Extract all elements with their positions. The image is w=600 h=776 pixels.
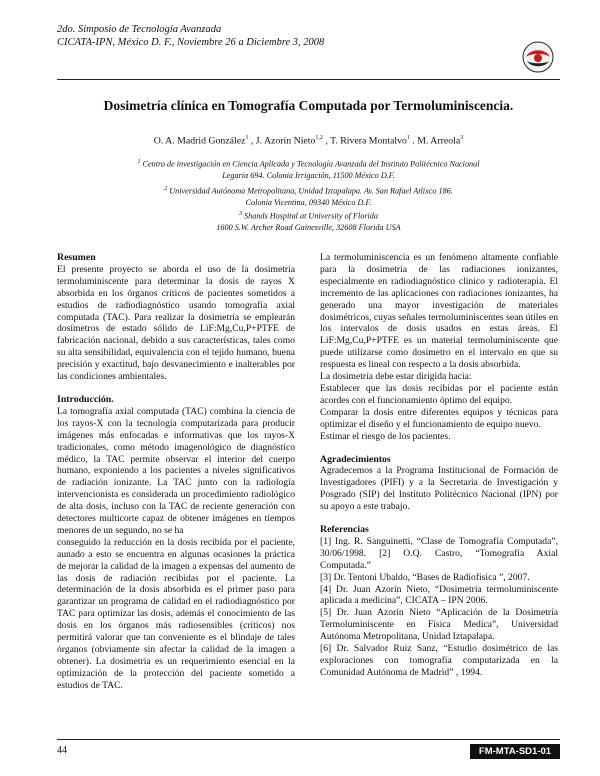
document-code-badge: FM-MTA-SD1-01 bbox=[470, 744, 560, 759]
affiliation-1-line-2: Legaria 694. Colonia Irrigación, 11500 México D.F. bbox=[222, 170, 395, 180]
author-4: . M. Arreola bbox=[412, 135, 461, 147]
intro-paragraph-1: La tomografía axial computada (TAC) combina la ciencia de los rayos-X con la tecnología computarizada para producir imágenes más enfocadas e informativas que los rayos-X tradicionales, como método imagenológico de diagnóstico médico, la TAC permite observar el interior del cuerpo humano, exponiendo a los pacientes a niveles significativos de radiación ionizante. La TAC junto con la radiología intervencionista es considerada un procedimiento radiológico de alta dosis, incluso con la TAC de reciente generación con detectores multicorte capaz de obtener imágenes en tiempos menores de un segundo, no se ha bbox=[57, 405, 295, 536]
reference-item: [6] Dr. Salvador Ruiz Sanz, “Estudio dosimétrico de las exploraciones con tomografía computarizada en la Comunidad Autónoma de Madrid” , 1994. bbox=[320, 643, 558, 678]
aim-line-1: La dosimetría debe estar dirigida hacia: bbox=[320, 371, 472, 383]
resumen-paragraph: El presente proyecto se aborda el uso de la dosimetría termoluminiscente para determinar la dosis de rayos X absorbida en los órganos críticos de pacientes sometidos a estudios de radiodiagnóstico usando tomografía axial computada (TAC). Para realizar la dosimetría se emplearán dosímetros de estado sólido de LiF:Mg,Cu,P+PTFE de fabricación nacional, debido a sus características, tales como su alta sensibilidad, equivalencia con el tejido humano, buena precisión y exactitud, bajo desvanecimiento e inalterables por las condiciones ambientales. bbox=[57, 263, 295, 383]
header-line-2: CICATA-IPN, México D. F., Noviembre 26 a Diciembre 3, 2008 bbox=[57, 37, 325, 48]
affiliation-2-line-2: Colonia Vicentina, 09340 México D.F. bbox=[245, 197, 372, 207]
page-number: 44 bbox=[57, 745, 67, 756]
affiliation-1-sup: 1 bbox=[137, 159, 141, 165]
author-list bbox=[57, 135, 560, 146]
ack-paragraph: Agradecemos a la Programa Institucional de Formación de Investigadores (PIFI) y a la Secretaria de Investigación y Posgrado (SIP) del Instituto Politécnico Nacional (IPN) por su apoyo a este trabajo. bbox=[320, 465, 558, 513]
author-3: , T. Rivera Montalvo bbox=[325, 135, 407, 147]
ipn-cicata-logo bbox=[521, 40, 555, 74]
affiliation-2-line-1: Universidad Autónoma Metropolitana, Unidad Iztapalapa. Av. San Rafael Atlixco 186. bbox=[169, 186, 453, 196]
aim-line-2: Establecer que las dosis recibidas por el paciente están acordes con el funcionamiento óptimo del equipo. bbox=[320, 382, 558, 406]
paper-title: Dosimetría clínica en Tomografía Computada por Termoluminiscencia. bbox=[103, 98, 514, 113]
affiliation-3-sup: 3 bbox=[238, 211, 242, 217]
author-2: , J. Azorín Nieto bbox=[250, 135, 316, 147]
header-rule bbox=[57, 79, 560, 80]
tl-paragraph: La termoluminiscencia es un fenómeno altamente confiable para la dosimetría de las radiaciones ionizantes, especialmente en radiodiagnóstico clínico y radioterapia. El incremento de las aplicaciones con radiaciones ionizantes, ha generado una mayor investigación de materiales dosimétricos, cuyas señales termoluminiscentes sean útiles en los intervalos de dosis usados en estas áreas. El LiF:Mg,Cu,P+PTFE es un material termoluminiscente que puede utilizarse como dosímetro en el intervalo en que su respuesta es lineal con respecto a la dosis absorbida. bbox=[320, 252, 558, 371]
heading-agradecimientos: Agradecimientos bbox=[320, 453, 391, 465]
author-4-sup: 3 bbox=[460, 135, 464, 141]
aim-line-4: Estimar el riesgo de los pacientes. bbox=[320, 430, 451, 442]
affiliation-2 bbox=[57, 184, 560, 208]
affiliation-3 bbox=[57, 209, 560, 233]
heading-resumen: Resumen bbox=[57, 252, 96, 263]
reference-item: [5] Dr. Juan Azorín Nieto “Aplicación de la Dosimetría Termoluminiscente en Física Medica”, Universidad Autónoma Metropolitana, Unidad Iztapalapa. bbox=[320, 607, 558, 643]
left-column bbox=[57, 252, 295, 692]
author-2-sup: 1,2 bbox=[315, 135, 323, 141]
right-column bbox=[320, 252, 558, 679]
author-3-sup: 1 bbox=[406, 135, 410, 141]
affiliation-3-line-1: Shands Hospital at University of Florida bbox=[244, 211, 378, 221]
intro-paragraph-2: conseguido la reducción en la dosis recibida por el paciente, aunado a esto se encuentra en algunas ocasiones la práctica de mejorar la calidad de la imagen a expensas del aumento de las dosis de radiación recibidas por el paciente. La determinación de la dosis absorbida es el primer paso para garantizar un programa de calidad en el radiodiagnóstico por TAC para optimizar las dosis, además el conocimiento de las dosis en los órganos más radiosensibles (críticos) nos permitirá valorar que tan conveniente es el blindaje de tales órganos (obviamente sin afectar la calidad de la imagen a obtener). La dosimetría es un requerimiento esencial en la optimización de la protección del paciente sometido a estudios de TAC. bbox=[57, 536, 295, 691]
affiliation-1-line-1: Centro de investigación en Ciencia Aplicada y Tecnología Avanzada del Instituto Politécnico Nacional bbox=[142, 159, 480, 169]
heading-introduccion: Introducción. bbox=[57, 393, 114, 405]
reference-item: [4] Dr. Juan Azorín Nieto, “Dosimetría termoluminiscente aplicada a medicina”, CICATA – IPN 2006. bbox=[320, 583, 558, 607]
reference-item: [1] Ing. R. Sanguinetti, “Clase de Tomografía Computada”, 30/06/1998. [2] O.Q. Castro, “Tomografía Axial Computada.” bbox=[320, 535, 558, 571]
running-header bbox=[57, 23, 324, 49]
heading-referencias: Referencias bbox=[320, 524, 369, 536]
footer-rule bbox=[57, 739, 560, 740]
affiliation-3-line-2: 1600 S.W. Archer Road Gainesville, 32608 Florida USA bbox=[216, 222, 401, 232]
header-line-1: 2do. Simposio de Tecnología Avanzada bbox=[57, 24, 222, 35]
aim-line-3: Comparar la dosis entre diferentes equipos y técnicas para optimizar el diseño y el funcionamiento de equipo nuevo. bbox=[320, 406, 558, 430]
affiliation-1 bbox=[57, 157, 560, 181]
reference-item: [3] Dr. Tentoni Ubaldo, “Bases de Radiofísica ”, 2007. bbox=[320, 571, 530, 583]
affiliation-2-sup: 2 bbox=[164, 186, 168, 192]
author-1: O. A. Madrid González bbox=[153, 135, 246, 147]
author-1-sup: 1 bbox=[245, 135, 249, 141]
